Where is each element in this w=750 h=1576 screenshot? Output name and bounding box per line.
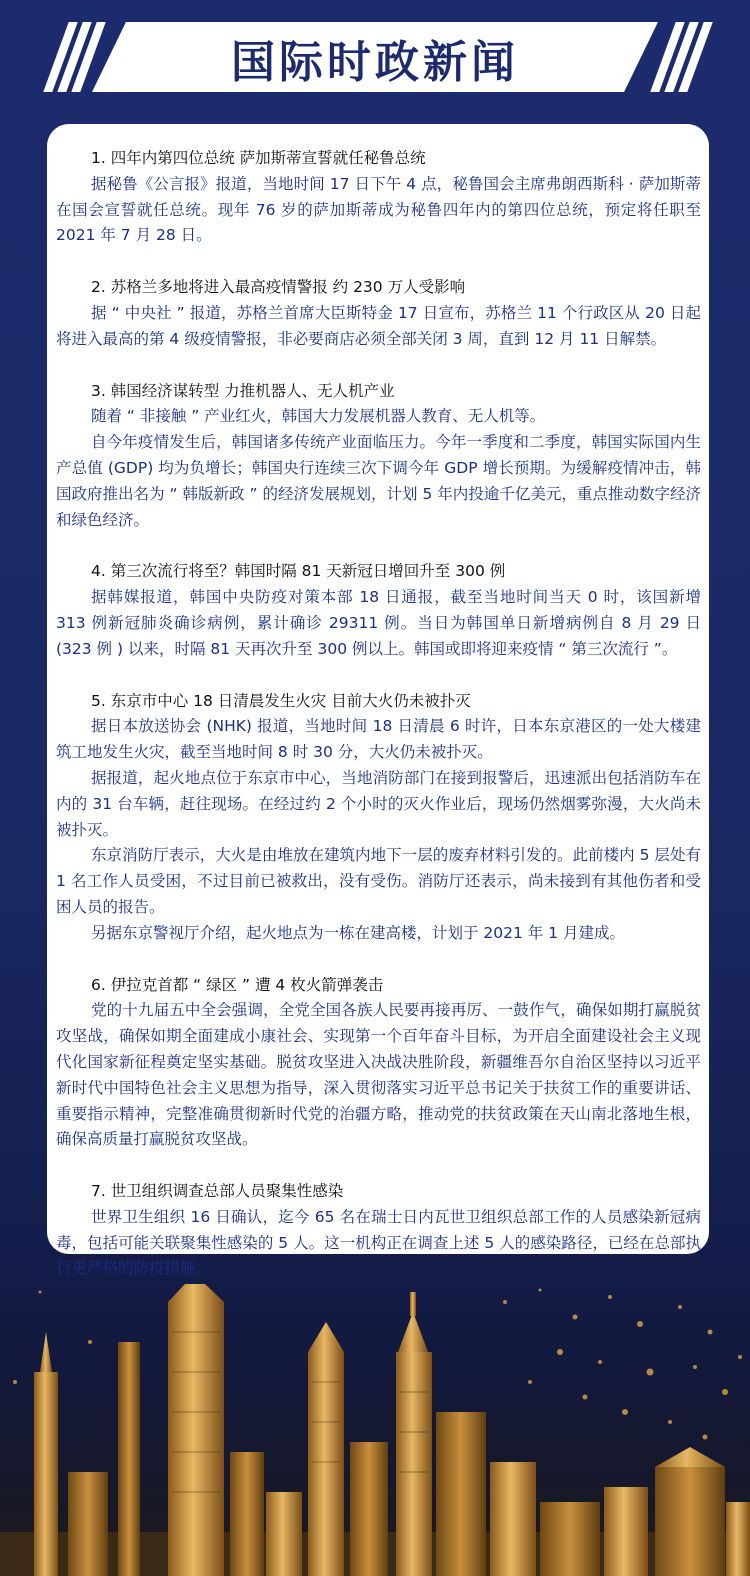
news-item-title: 7. 世卫组织调查总部人员聚集性感染 [91, 1182, 344, 1201]
news-item [56, 689, 701, 947]
news-paragraph: 随着 “ 非接触 ” 产业红火，韩国大力发展机器人教育、无人机等。 [91, 407, 546, 426]
news-card [47, 124, 709, 1254]
news-paragraph: 据 “ 中央社 ” 报道，苏格兰首席大臣斯特金 17 日宣布，苏格兰 11 个行政区从 20 日起将进入最高的第 4 级疫情警报，非必要商店必须全部关闭 3 周，直到 12 月 11 日解禁。 [56, 303, 701, 348]
news-paragraph: 世界卫生组织 16 日确认，迄今 65 名在瑞士日内瓦世卫组织总部工作的人员感染新冠病毒，包括可能关联聚集性感染的 5 人。这一机构正在调查上述 5 人的感染路径，已经在总部执 [56, 1207, 701, 1252]
news-paragraph: 党的十九届五中全会强调，全党全国各族人民要再接再厉、一鼓作气，确保如期打赢脱贫攻坚战，确保如期全面建成小康社会、实现第一个百年奋斗目标，为开启全面建设社会主义现代化国家新征程奠定坚实基础。脱贫攻坚进入决战决胜阶段，新疆维吾尔自治区坚持以习近平新时代中国特色社会主义思想为指导，深入贯彻落实习近平总书记关于扶贫工作的重要讲话、重要指示精神，完整准确贯彻新时代党的治疆方略，推动党的扶贫政策在天山南北落地生根，确保高质量打赢脱贫攻坚战。 [56, 1001, 701, 1149]
news-item [56, 146, 701, 249]
news-item-title: 4. 第三次流行将至？韩国时隔 81 天新冠日增回升至 300 例 [91, 562, 506, 581]
news-paragraph: 自今年疫情发生后，韩国诸多传统产业面临压力。今年一季度和二季度，韩国实际国内生产总值 (GDP) 均为负增长；韩国央行连续三次下调今年 GDP 增长预期。为缓解疫情冲击，韩国政府推出名为 “ 韩版新政 ” 的经济发展规划，计划 5 年内投逾千亿美元，重点推动数字经济和绿色经济。 [56, 433, 701, 529]
news-paragraph: 据秘鲁《公言报》报道，当地时间 17 日下午 4 点，秘鲁国会主席弗朗西斯科 · 萨加斯蒂在国会宣誓就任总统。现年 76 岁的萨加斯蒂成为秘鲁四年内的第四位总统，预定将任职至 2021 年 7 月 28 日。 [56, 174, 701, 245]
news-paragraph: 东京消防厅表示，大火是由堆放在建筑内地下一层的废弃材料引发的。此前楼内 5 层处有 1 名工作人员受困，不过目前已被救出，没有受伤。消防厅还表示，尚未接到有其他伤者和受困人员的报告。 [56, 846, 701, 916]
city-skyline-illustration [0, 1262, 750, 1576]
news-item [56, 559, 701, 662]
header-banner [0, 0, 750, 110]
news-item-title: 2. 苏格兰多地将进入最高疫情警报 约 230 万人受影响 [91, 278, 466, 297]
news-item-title: 5. 东京市中心 18 日清晨发生火灾 目前大火仍未被扑灭 [91, 691, 471, 710]
news-paragraph: 另据东京警视厅介绍，起火地点为一栋在建高楼，计划于 2021 年 1 月建成。 [91, 923, 626, 942]
news-item [56, 275, 701, 352]
news-item [56, 973, 701, 1154]
news-item [56, 379, 701, 534]
news-paragraph: 据报道，起火地点位于东京市中心，当地消防部门在接到报警后，迅速派出包括消防车在内的 31 台车辆，赶往现场。在经过约 2 个小时的灭火作业后，现场仍然烟雾弥漫，大火尚未被扑灭。 [56, 768, 701, 839]
news-item-title: 6. 伊拉克首都 “ 绿区 ” 遭 4 枚火箭弹袭击 [91, 975, 384, 994]
news-item-title: 3. 韩国经济谋转型 力推机器人、无人机产业 [91, 381, 395, 400]
news-paragraph: 据日本放送协会 (NHK) 报道，当地时间 18 日清晨 6 时许，日本东京港区的一处大楼建筑工地发生火灾，截至当地时间 8 时 30 分，大火仍未被扑灭。 [56, 717, 701, 762]
page-title: 国际时政新闻 [231, 37, 519, 88]
news-paragraph: 据韩媒报道，韩国中央防疫对策本部 18 日通报，截至当地时间当天 0 时，该国新增 313 例新冠肺炎确诊病例，累计确诊 29311 例。当日为韩国单日新增病例自 8 月 29 日 (323 例 ) 以来，时隔 81 天再次升至 300 例以上。韩国或即将迎来疫情 “ 第三次流行 ”。 [56, 588, 701, 658]
news-item-title: 1. 四年内第四位总统 萨加斯蒂宣誓就任秘鲁总统 [91, 149, 426, 167]
